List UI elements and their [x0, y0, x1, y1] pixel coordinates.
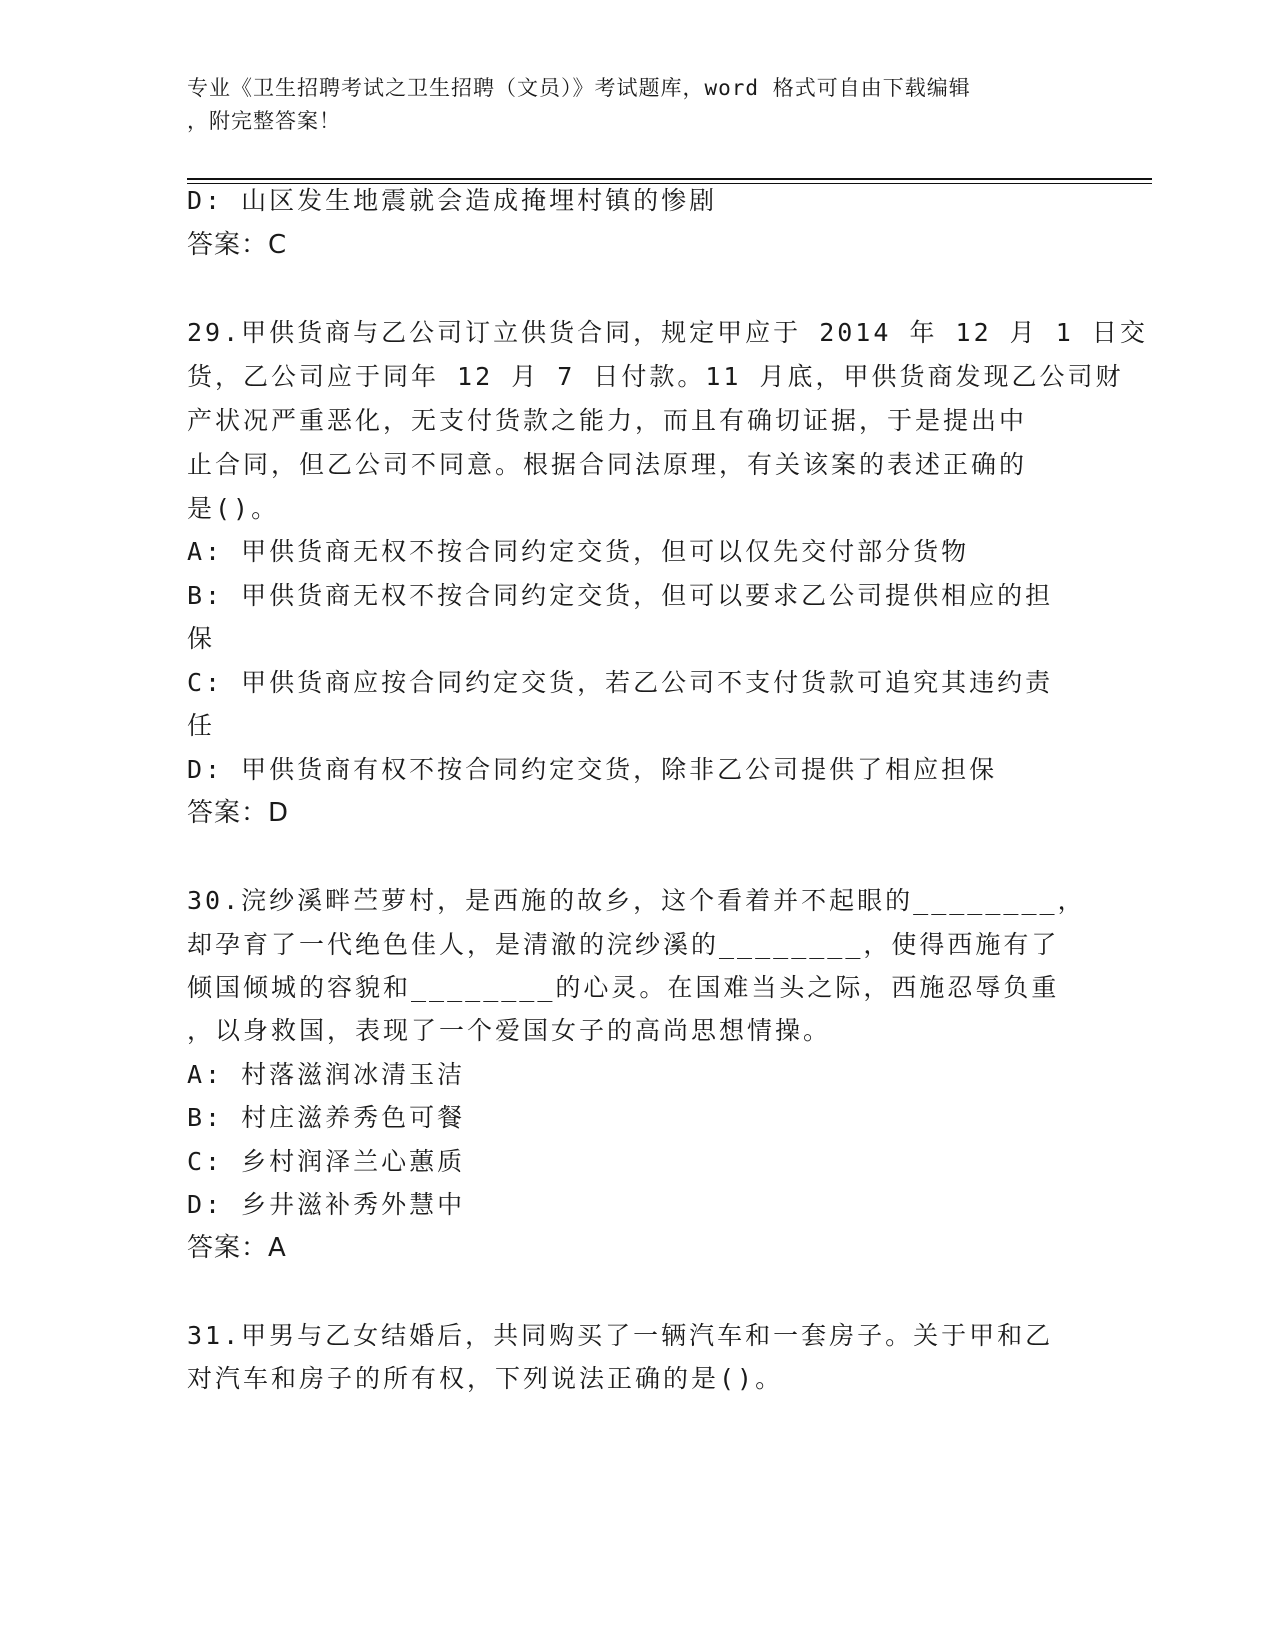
q30-stem-line-1: 30.浣纱溪畔苎萝村，是西施的故乡，这个看着并不起眼的________， — [187, 886, 1086, 915]
header-line-2: ，附完整答案！ — [187, 109, 341, 133]
q31-stem-line-1: 31.甲男与乙女结婚后，共同购买了一辆汽车和一套房子。关于甲和乙 — [187, 1321, 1054, 1350]
q30-option-b: B: 村庄滋养秀色可餐 — [187, 1103, 466, 1132]
q30-stem-line-2: 却孕育了一代绝色佳人，是清澈的浣纱溪的________，使得西施有了 — [187, 930, 1060, 959]
header-line-1: 专业《卫生招聘考试之卫生招聘（文员）》考试题库，word 格式可自由下载编辑 — [187, 76, 971, 100]
q30-option-d: D: 乡井滋补秀外慧中 — [187, 1190, 466, 1219]
q29-option-a: A: 甲供货商无权不按合同约定交货，但可以仅先交付部分货物 — [187, 537, 970, 566]
q30-option-c: C: 乡村润泽兰心蕙质 — [187, 1147, 466, 1176]
q29-stem-line-1: 29.甲供货商与乙公司订立供货合同，规定甲应于 2014 年 12 月 1 日交 — [187, 318, 1148, 347]
q30-stem-line-3: 倾国倾城的容貌和________的心灵。在国难当头之际，西施忍辱负重 — [187, 973, 1060, 1002]
q31-stem-line-2: 对汽车和房子的所有权，下列说法正确的是()。 — [187, 1364, 784, 1393]
q29-option-b-line-2: 保 — [187, 624, 216, 653]
q30-answer: 答案：A — [187, 1233, 287, 1263]
q30-option-a: A: 村落滋润冰清玉洁 — [187, 1060, 466, 1089]
q29-option-c-line-2: 任 — [187, 711, 216, 740]
q29-stem-line-3: 产状况严重恶化，无支付货款之能力，而且有确切证据，于是提出中 — [187, 406, 1028, 435]
q29-stem-line-5: 是()。 — [187, 494, 280, 523]
q30-stem-line-4: ，以身救国，表现了一个爱国女子的高尚思想情操。 — [187, 1016, 832, 1045]
q29-option-c-line-1: C: 甲供货商应按合同约定交货，若乙公司不支付货款可追究其违约责 — [187, 668, 1054, 697]
q29-answer: 答案：D — [187, 798, 290, 828]
q29-stem-line-4: 止合同，但乙公司不同意。根据合同法原理，有关该案的表述正确的 — [187, 450, 1028, 479]
q28-answer: 答案：C — [187, 230, 288, 260]
q29-option-d: D: 甲供货商有权不按合同约定交货，除非乙公司提供了相应担保 — [187, 755, 998, 784]
document-header — [187, 72, 1087, 138]
q28-option-d: D: 山区发生地震就会造成掩埋村镇的惨剧 — [187, 186, 718, 215]
q29-option-b-line-1: B: 甲供货商无权不按合同约定交货，但可以要求乙公司提供相应的担 — [187, 581, 1054, 610]
q29-stem-line-2: 货，乙公司应于同年 12 月 7 日付款。11 月底，甲供货商发现乙公司财 — [187, 362, 1124, 391]
header-divider-thick — [187, 178, 1152, 180]
